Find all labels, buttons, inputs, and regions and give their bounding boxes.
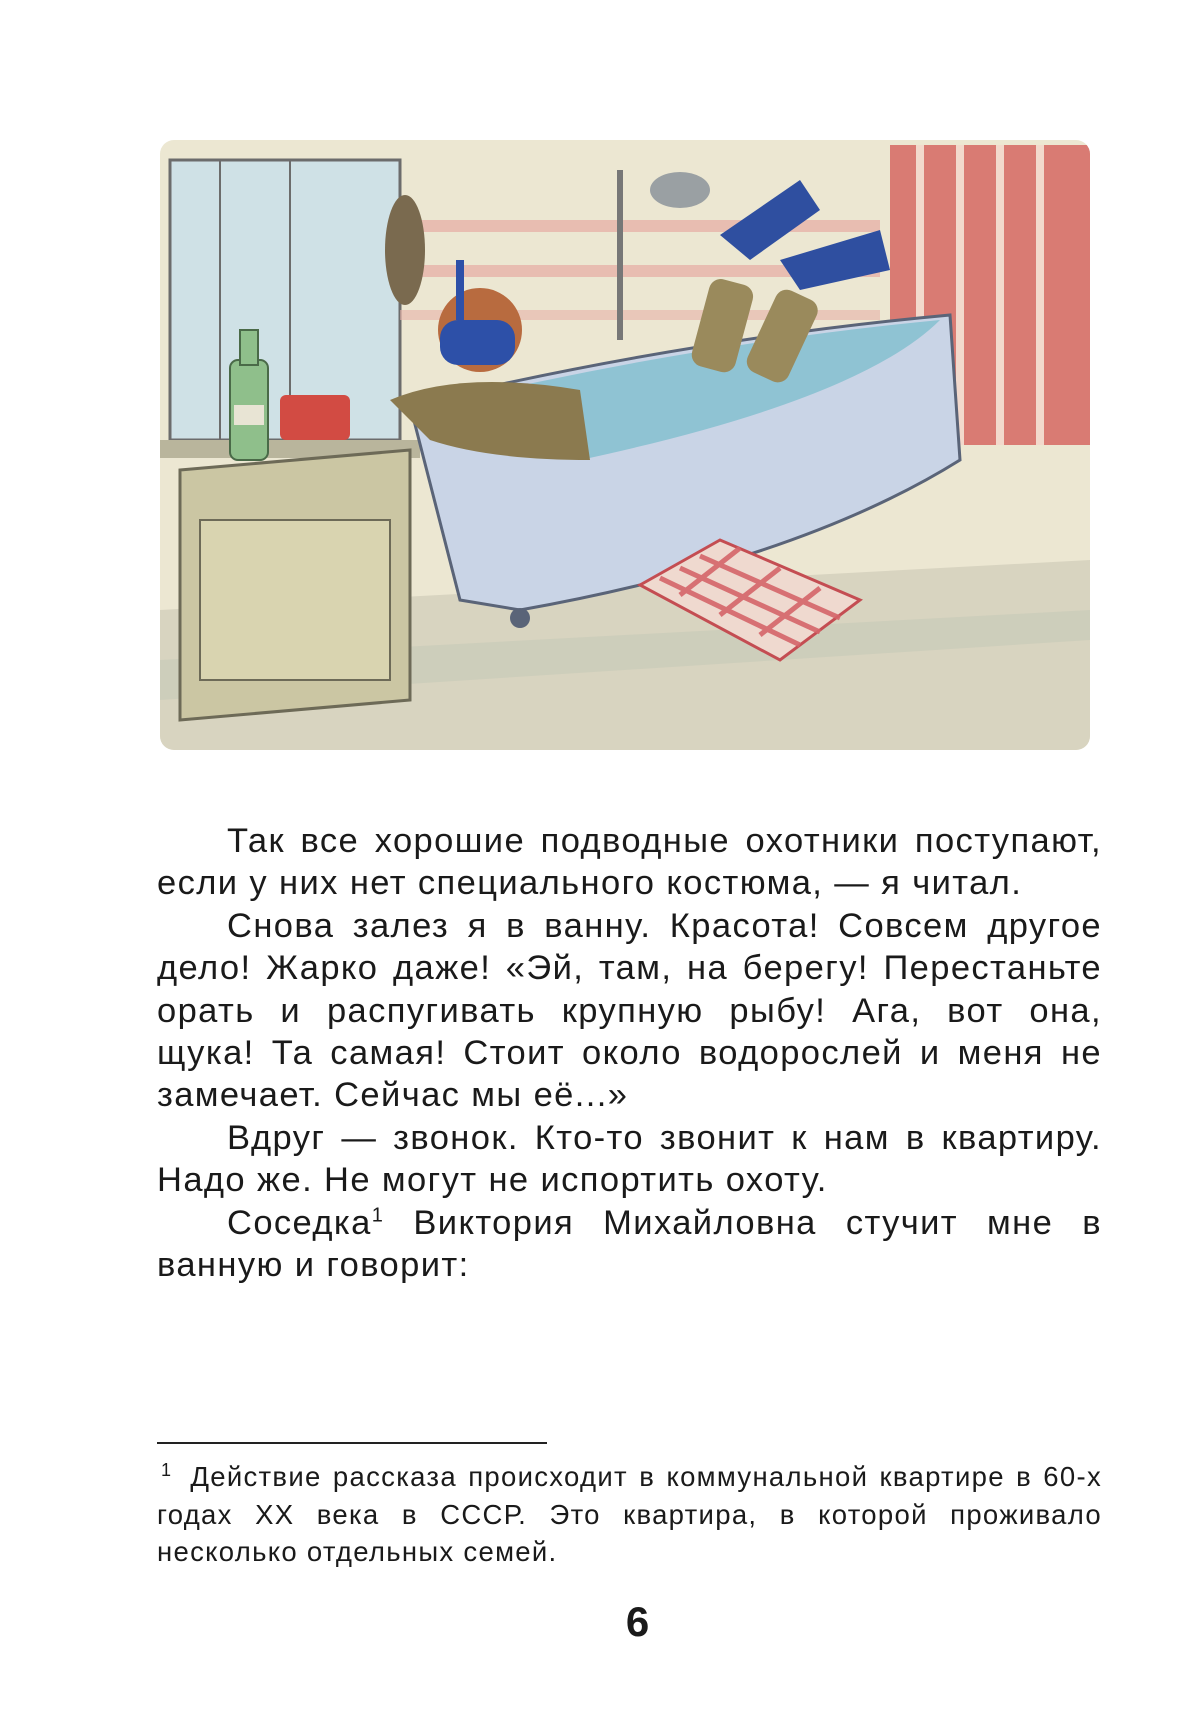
bathroom-scene-image <box>160 140 1090 750</box>
page-number: 6 <box>625 1598 650 1645</box>
footnote-text: Действие рассказа происходит в коммунальной квартире в 60-х годах XX века в СССР. Это квартира, в которой проживало несколько отдельных семей. <box>157 1461 1102 1567</box>
footnote-reference[interactable]: 1 <box>371 1204 385 1227</box>
paragraph-4-rest: Виктория Михайловна стучит мне в ванную и говорит: <box>157 1203 1102 1285</box>
footnote-mark: 1 <box>161 1459 173 1480</box>
footnote-divider <box>157 1442 547 1444</box>
bathroom-illustration <box>160 140 1090 750</box>
paragraph-1: Так все хорошие подводные охотники поступают, если у них нет специального костюма, — я читал. <box>157 822 1102 903</box>
story-text <box>157 820 1102 1286</box>
footnote <box>157 1458 1102 1571</box>
paragraph-2: Снова залез я в ванну. Красота! Совсем другое дело! Жарко даже! «Эй, там, на берегу! Перестаньте орать и распугивать крупную рыбу! Ага, вот она, щука! Та самая! Стоит около водорослей и меня не замечает. Сейчас мы её...» <box>157 906 1102 1115</box>
paragraph-3: Вдруг — звонок. Кто-то звонит к нам в квартиру. Надо же. Не могут не испортить охоту. <box>157 1118 1102 1200</box>
paragraph-4-start: Соседка <box>227 1203 372 1242</box>
paragraph-4 <box>157 1202 1102 1287</box>
